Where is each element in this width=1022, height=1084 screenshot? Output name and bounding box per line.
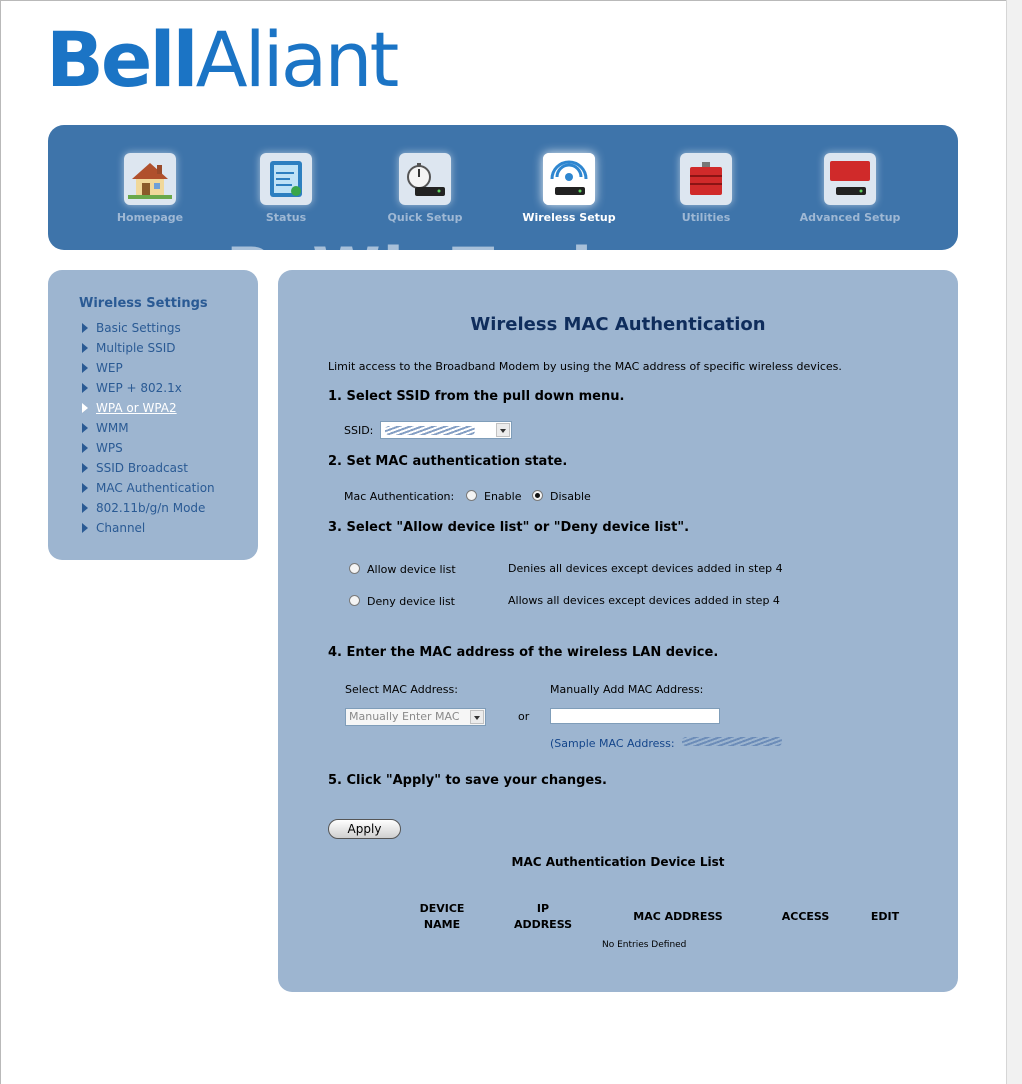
step-1-heading: 1. Select SSID from the pull down menu. bbox=[328, 389, 625, 404]
step-2-heading: 2. Set MAC authentication state. bbox=[328, 454, 568, 469]
ssid-select[interactable] bbox=[380, 421, 512, 439]
sidebar bbox=[48, 270, 258, 560]
redacted-ssid bbox=[385, 426, 475, 435]
sidebar-item-basic-settings[interactable] bbox=[80, 318, 215, 338]
mac-auth-label: Mac Authentication: bbox=[344, 490, 455, 503]
sidebar-item-label: WMM bbox=[96, 421, 129, 435]
select-mac-label: Select MAC Address: bbox=[345, 683, 458, 696]
step-4-heading: 4. Enter the MAC address of the wireless LAN device. bbox=[328, 645, 719, 660]
nav-advanced-setup-label: Advanced Setup bbox=[799, 211, 901, 224]
sidebar-item-label: WPS bbox=[96, 441, 123, 455]
sidebar-item-wps[interactable] bbox=[80, 438, 215, 458]
sidebar-item-label: Channel bbox=[96, 521, 146, 535]
redacted-sample-mac bbox=[682, 737, 782, 746]
mac-auth-enable-label: Enable bbox=[484, 490, 522, 503]
nav-homepage-label: Homepage bbox=[116, 211, 184, 224]
device-list-title: MAC Authentication Device List bbox=[511, 855, 725, 869]
sidebar-item-label: WEP bbox=[96, 361, 123, 375]
nav-advanced-setup[interactable] bbox=[785, 153, 915, 224]
triangle-right-icon bbox=[82, 463, 88, 473]
deny-device-list-label: Deny device list bbox=[367, 595, 455, 608]
triangle-right-icon bbox=[82, 343, 88, 353]
window-border-top bbox=[0, 0, 1006, 1]
allow-device-list-label: Allow device list bbox=[367, 563, 456, 576]
nav-utilities[interactable] bbox=[641, 153, 771, 224]
column-header-access: ACCESS bbox=[781, 910, 830, 923]
sample-mac-hint: (Sample MAC Address: bbox=[550, 737, 675, 750]
column-header-mac-address: MAC ADDRESS bbox=[633, 910, 723, 923]
triangle-right-icon bbox=[82, 383, 88, 393]
nav-status[interactable] bbox=[221, 153, 351, 224]
logo-part-aliant: Aliant bbox=[195, 15, 397, 104]
manual-mac-input[interactable] bbox=[550, 708, 720, 724]
top-navigation bbox=[48, 125, 958, 250]
column-header-edit: EDIT bbox=[870, 910, 900, 923]
sidebar-title: Wireless Settings bbox=[79, 296, 208, 311]
sidebar-item-label: SSID Broadcast bbox=[96, 461, 188, 475]
step-3-heading: 3. Select "Allow device list" or "Deny device list". bbox=[328, 520, 690, 535]
triangle-right-icon bbox=[82, 523, 88, 533]
sidebar-item-mac-authentication[interactable] bbox=[80, 478, 215, 498]
mac-auth-enable-radio[interactable] bbox=[466, 490, 477, 501]
nav-quick-setup[interactable] bbox=[360, 153, 490, 224]
select-mac-dropdown[interactable] bbox=[345, 708, 486, 726]
triangle-right-icon bbox=[82, 483, 88, 493]
sidebar-item-label: WPA or WPA2 bbox=[96, 401, 177, 415]
mac-auth-disable-radio[interactable] bbox=[532, 490, 543, 501]
mac-auth-disable-label: Disable bbox=[550, 490, 591, 503]
nav-wireless-setup[interactable] bbox=[504, 153, 634, 224]
column-header-ip-address bbox=[499, 901, 587, 933]
chevron-down-icon bbox=[496, 423, 510, 437]
chevron-down-icon bbox=[470, 710, 484, 724]
sidebar-item-wep[interactable] bbox=[80, 358, 215, 378]
intro-text: Limit access to the Broadband Modem by using the MAC address of specific wireless devices. bbox=[328, 360, 842, 373]
triangle-right-icon bbox=[82, 423, 88, 433]
ssid-label: SSID: bbox=[344, 424, 374, 437]
sidebar-item-wmm[interactable] bbox=[80, 418, 215, 438]
sidebar-item-label: WEP + 802.1x bbox=[96, 381, 182, 395]
sidebar-item-multiple-ssid[interactable] bbox=[80, 338, 215, 358]
toolbox-icon bbox=[680, 153, 732, 205]
sidebar-item-ssid-broadcast[interactable] bbox=[80, 458, 215, 478]
empty-list-message: No Entries Defined bbox=[602, 940, 687, 950]
column-header-ip-address-line2: ADDRESS bbox=[513, 918, 573, 931]
wireless-signal-icon bbox=[543, 153, 595, 205]
bell-aliant-logo bbox=[46, 15, 397, 104]
allow-device-list-description: Denies all devices except devices added in step 4 bbox=[508, 562, 783, 575]
sidebar-item-channel[interactable] bbox=[80, 518, 215, 538]
vertical-scrollbar[interactable] bbox=[1006, 0, 1022, 1084]
or-label: or bbox=[518, 710, 530, 723]
sidebar-item-wep-8021x[interactable] bbox=[80, 378, 215, 398]
allow-device-list-radio[interactable] bbox=[349, 563, 360, 574]
column-header-device-name-line2: NAME bbox=[423, 918, 461, 931]
column-header-device-name bbox=[398, 901, 486, 933]
column-header-device-name-line1: DEVICE bbox=[419, 902, 465, 915]
sidebar-list bbox=[80, 318, 215, 538]
step-5-heading: 5. Click "Apply" to save your changes. bbox=[328, 773, 607, 788]
deny-device-list-description: Allows all devices except devices added in step 4 bbox=[508, 594, 780, 607]
status-monitor-icon bbox=[260, 153, 312, 205]
house-icon bbox=[124, 153, 176, 205]
triangle-right-icon bbox=[82, 403, 88, 413]
apply-button[interactable]: Apply bbox=[328, 819, 401, 839]
main-panel bbox=[278, 270, 958, 992]
triangle-right-icon bbox=[82, 503, 88, 513]
column-header-ip-address-line1: IP bbox=[536, 902, 550, 915]
nav-homepage[interactable] bbox=[85, 153, 215, 224]
nav-status-label: Status bbox=[265, 211, 307, 224]
logo-part-bell: Bell bbox=[46, 15, 196, 104]
nav-quick-setup-label: Quick Setup bbox=[387, 211, 463, 224]
nav-utilities-label: Utilities bbox=[681, 211, 731, 224]
window-border-left bbox=[0, 0, 1, 1084]
sidebar-item-80211bgn-mode[interactable] bbox=[80, 498, 215, 518]
deny-device-list-radio[interactable] bbox=[349, 595, 360, 606]
manual-mac-label: Manually Add MAC Address: bbox=[550, 683, 704, 696]
triangle-right-icon bbox=[82, 363, 88, 373]
page-title: Wireless MAC Authentication bbox=[470, 314, 766, 335]
sidebar-item-label: Multiple SSID bbox=[96, 341, 176, 355]
sidebar-item-label: 802.11b/g/n Mode bbox=[96, 501, 206, 515]
triangle-right-icon bbox=[82, 443, 88, 453]
triangle-right-icon bbox=[82, 323, 88, 333]
sidebar-item-wpa-or-wpa2[interactable] bbox=[80, 398, 215, 418]
emc2-icon bbox=[824, 153, 876, 205]
sidebar-item-label: Basic Settings bbox=[96, 321, 181, 335]
nav-wireless-setup-label: Wireless Setup bbox=[522, 211, 616, 224]
sidebar-item-label: MAC Authentication bbox=[96, 481, 215, 495]
modem-stopwatch-icon bbox=[399, 153, 451, 205]
select-mac-value: Manually Enter MAC bbox=[349, 710, 460, 723]
